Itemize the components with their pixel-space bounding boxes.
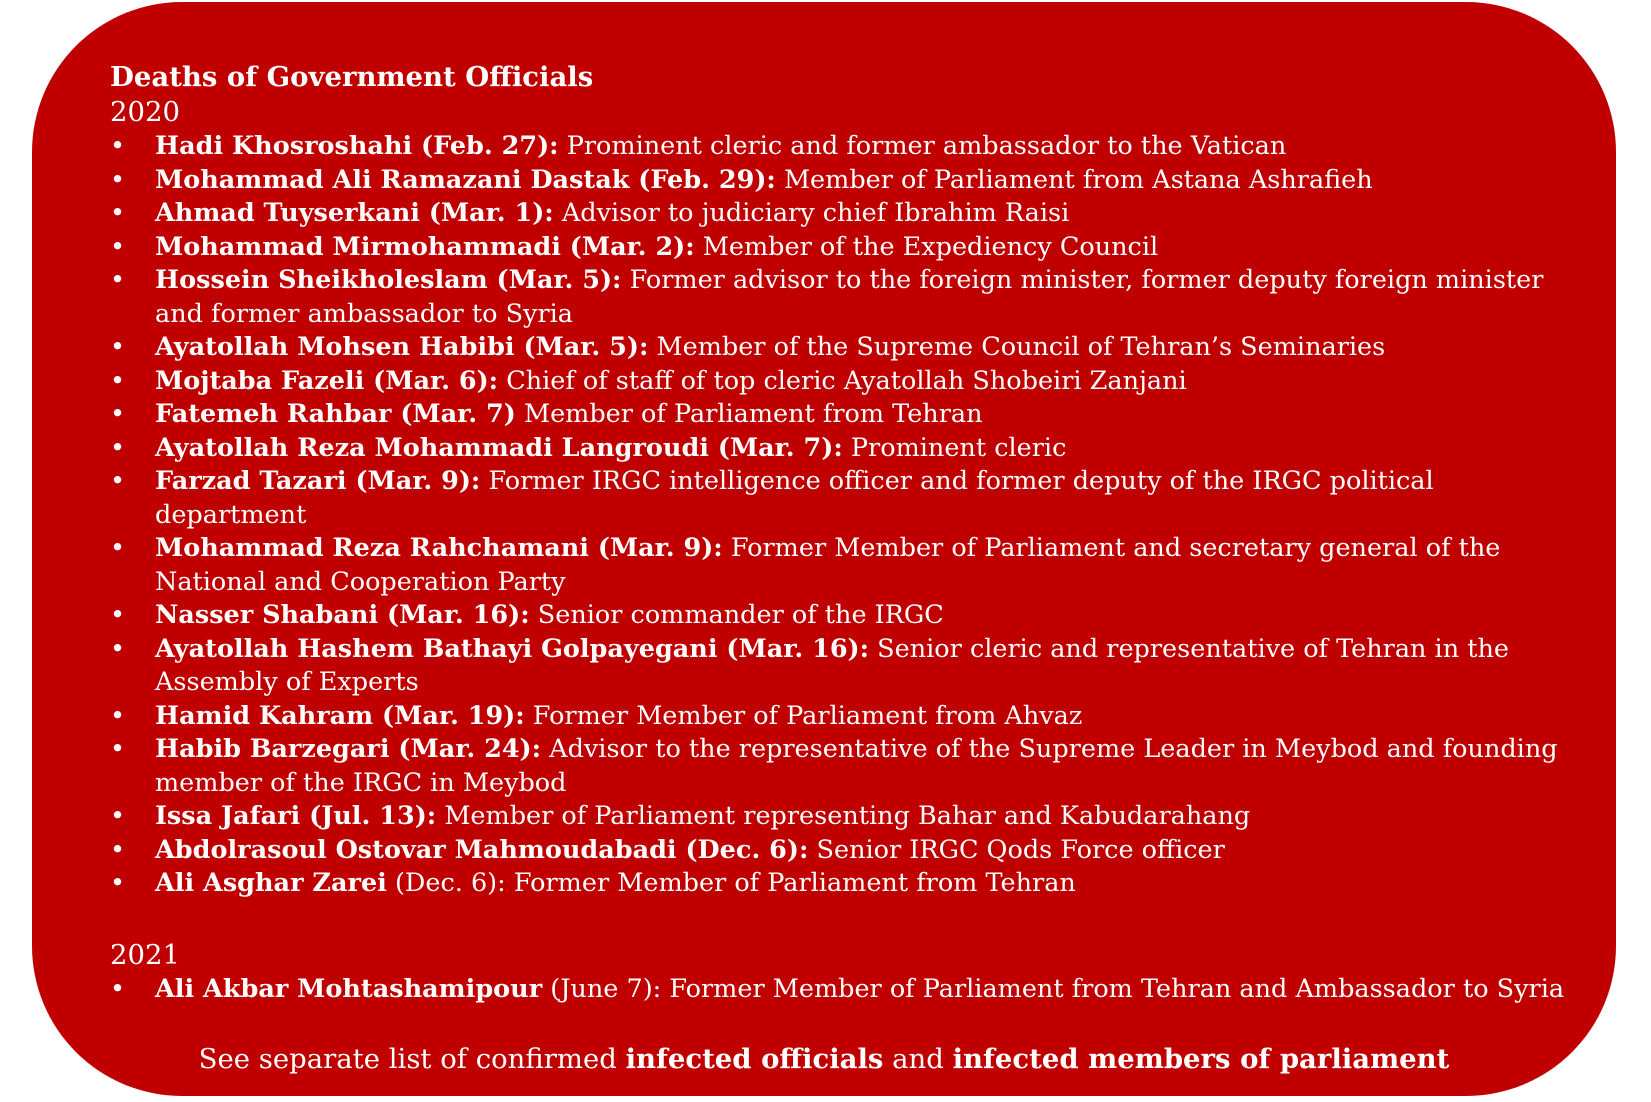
footer-text-1: See separate list of confirmed xyxy=(198,1043,617,1075)
official-name: Ahmad Tuyserkani (Mar. 1): xyxy=(155,198,554,228)
official-name: Mojtaba Fazeli (Mar. 6): xyxy=(155,365,499,396)
official-name: Ayatollah Hashem Bathayi Golpayegani (Mar. 16): xyxy=(155,633,870,664)
bullet-icon: • xyxy=(110,600,126,630)
official-name: Mohammad Reza Rahchamani (Mar. 9): xyxy=(155,533,723,563)
bullet-icon: • xyxy=(110,231,126,262)
bullet-icon: • xyxy=(110,973,126,1004)
official-description: Advisor to judiciary chief Ibrahim Raisi xyxy=(561,198,1070,228)
list-item xyxy=(110,331,1590,365)
official-name: Hossein Sheikholeslam (Mar. 5): xyxy=(155,265,622,295)
footer-text-2: and xyxy=(892,1043,944,1075)
official-description: Member of Parliament from Astana Ashrafieh xyxy=(783,164,1373,195)
list-item xyxy=(110,264,1590,331)
bullet-icon: • xyxy=(110,198,126,228)
official-description: (Dec. 6): Former Member of Parliament from Tehran xyxy=(394,868,1076,898)
bullet-icon: • xyxy=(110,466,126,496)
infected-officials-link[interactable]: infected officials xyxy=(625,1043,884,1075)
list-item xyxy=(110,867,1590,901)
year-heading-2020: 2020 xyxy=(110,96,180,128)
official-name: Farzad Tazari (Mar. 9): xyxy=(155,466,481,496)
official-name: Hamid Kahram (Mar. 19): xyxy=(155,700,525,731)
official-name: Fatemeh Rahbar (Mar. 7) xyxy=(155,399,516,429)
official-description: Senior cleric and representative of Tehran in the Assembly of Experts xyxy=(155,633,1510,697)
official-description: Member of the Supreme Council of Tehran’s Seminaries xyxy=(656,332,1386,362)
bullet-icon: • xyxy=(110,399,126,429)
bullet-icon: • xyxy=(110,164,126,195)
official-name: Abdolrasoul Ostovar Mahmoudabadi (Dec. 6): xyxy=(155,834,809,865)
bullet-icon: • xyxy=(110,700,126,731)
official-description: Chief of staff of top cleric Ayatollah Shobeiri Zanjani xyxy=(506,365,1187,396)
official-description: Former advisor to the foreign minister, former deputy foreign minister and former ambassador to Syria xyxy=(155,265,1544,329)
official-name: Mohammad Ali Ramazani Dastak (Feb. 29): xyxy=(155,164,776,195)
year-heading-2021: 2021 xyxy=(110,938,180,971)
list-item xyxy=(110,733,1590,800)
bullet-icon: • xyxy=(110,834,126,865)
official-description: Senior commander of the IRGC xyxy=(537,600,944,630)
list-item xyxy=(110,800,1590,834)
official-description: Member of Parliament representing Bahar and Kabudarahang xyxy=(444,801,1251,831)
list-item xyxy=(110,532,1590,599)
bullet-icon: • xyxy=(110,332,126,362)
list-item xyxy=(110,599,1590,633)
official-description: Member of the Expediency Council xyxy=(702,231,1159,262)
official-description: Advisor to the representative of the Supreme Leader in Meybod and founding member of the IRGC in Meybod xyxy=(155,734,1558,798)
bullet-icon: • xyxy=(110,734,126,764)
bullet-icon: • xyxy=(110,801,126,831)
bullet-icon: • xyxy=(110,131,126,161)
list-item xyxy=(110,164,1590,198)
list-item xyxy=(110,432,1590,466)
bullet-icon: • xyxy=(110,365,126,396)
bullet-icon: • xyxy=(110,868,126,898)
list-item xyxy=(110,231,1590,265)
official-name: Ayatollah Mohsen Habibi (Mar. 5): xyxy=(155,332,649,362)
list-item xyxy=(110,197,1590,231)
official-description: Prominent cleric xyxy=(850,432,1067,463)
list-item xyxy=(110,700,1590,734)
list-item xyxy=(110,130,1590,164)
official-description: Member of Parliament from Tehran xyxy=(523,399,983,429)
official-name: Nasser Shabani (Mar. 16): xyxy=(155,600,530,630)
list-item xyxy=(110,365,1590,399)
list-item xyxy=(110,465,1590,532)
official-name: Ali Asghar Zarei xyxy=(155,868,387,898)
official-description: Prominent cleric and former ambassador to the Vatican xyxy=(566,131,1287,161)
officials-list-2021 xyxy=(110,973,1590,1007)
bullet-icon: • xyxy=(110,432,126,463)
list-item xyxy=(110,633,1590,700)
official-description: (June 7): Former Member of Parliament from Tehran and Ambassador to Syria xyxy=(550,973,1565,1004)
official-description: Senior IRGC Qods Force officer xyxy=(816,834,1225,865)
deaths-card xyxy=(32,2,1616,1096)
official-description: Former Member of Parliament from Ahvaz xyxy=(532,700,1083,731)
bullet-icon: • xyxy=(110,265,126,295)
official-name: Issa Jafari (Jul. 13): xyxy=(155,801,437,831)
card-content xyxy=(110,60,1590,1006)
official-description: Former IRGC intelligence officer and former deputy of the IRGC political department xyxy=(155,466,1434,530)
list-item xyxy=(110,973,1590,1007)
official-description: Former Member of Parliament and secretary general of the National and Cooperation Party xyxy=(155,533,1501,597)
official-name: Habib Barzegari (Mar. 24): xyxy=(155,734,542,764)
official-name: Ayatollah Reza Mohammadi Langroudi (Mar. 7): xyxy=(155,432,843,463)
official-name: Ali Akbar Mohtashamipour xyxy=(155,973,543,1004)
list-item xyxy=(110,398,1590,432)
official-name: Mohammad Mirmohammadi (Mar. 2): xyxy=(155,231,695,262)
officials-list-2020 xyxy=(110,130,1590,901)
list-item xyxy=(110,834,1590,868)
official-name: Hadi Khosroshahi (Feb. 27): xyxy=(155,131,559,161)
footer-note xyxy=(32,1042,1616,1076)
page-title: Deaths of Government Officials xyxy=(110,61,594,93)
infected-members-of-parliament-link[interactable]: infected members of parliament xyxy=(952,1043,1450,1075)
bullet-icon: • xyxy=(110,633,126,664)
bullet-icon: • xyxy=(110,533,126,563)
